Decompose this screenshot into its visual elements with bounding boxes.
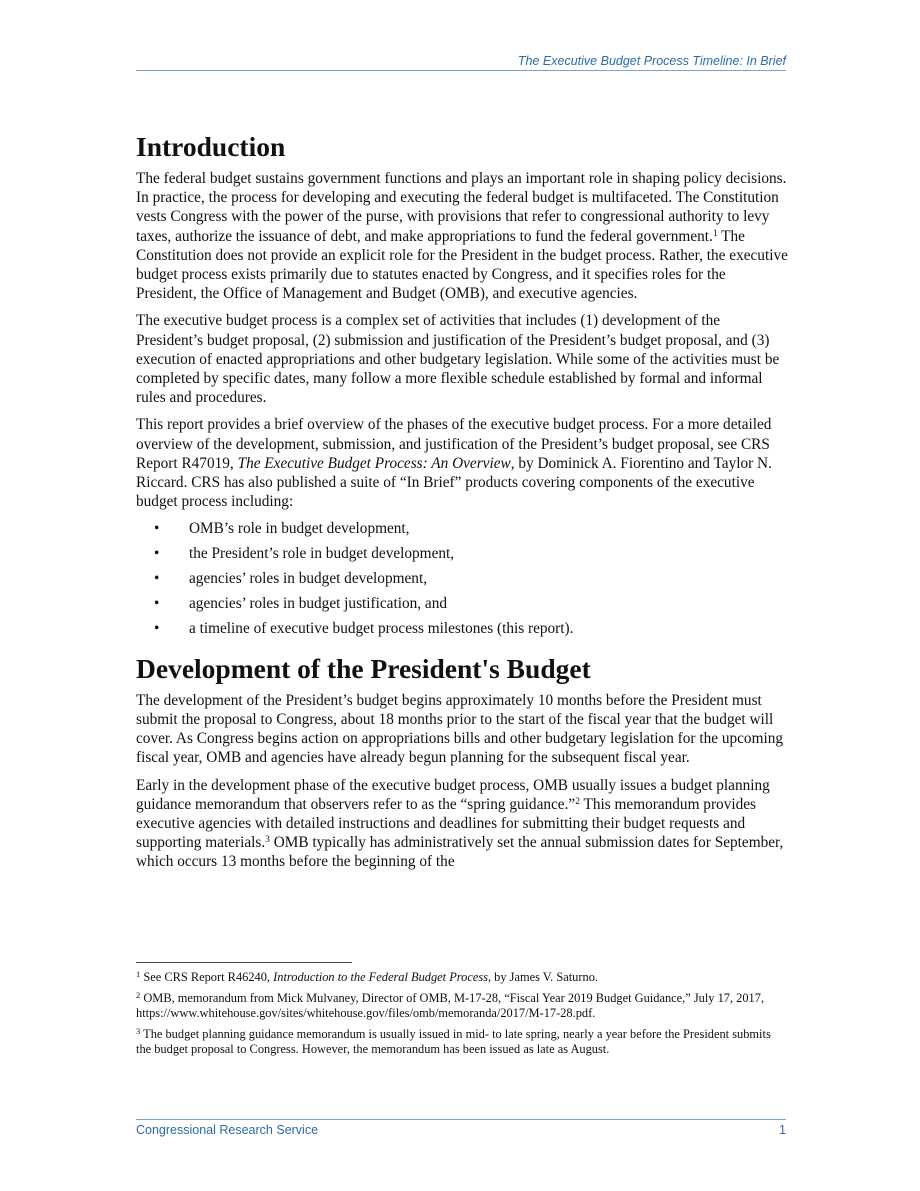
bullet-icon: • [154,594,160,612]
list-item [136,619,788,638]
footer-organization: Congressional Research Service [136,1123,319,1137]
bullet-icon: • [154,545,160,563]
footnote-text: , by James V. Saturno. [487,970,598,984]
dev-p2-text-c: OMB typically has administratively set the annual submission dates for September, which occurs 13 months before the beginning of the [136,834,784,871]
footnote-text: The budget planning guidance memorandum is usually issued in mid- to late spring, nearly a year before the President submits the budget proposal to Congress. However, the memorandum has been issued as late as August. [136,1026,771,1057]
in-brief-products-list [136,519,788,637]
footnote-number: 3 [136,1025,141,1036]
list-item-text: a timeline of executive budget process milestones (this report). [189,619,574,637]
footnote-2 [136,991,788,1022]
intro-paragraph-3 [136,415,788,511]
intro-p1-text-b: The Constitution does not provide an explicit role for the President in the budget process. Rather, the executive budget process exists primarily due to statutes enacted by Congress, and it specifies roles for the President, the Office of Management and Budget (OMB), and executive agencies. [136,227,788,303]
footnote-italic-title: Introduction to the Federal Budget Process [273,970,488,984]
footnote-text: OMB, memorandum from Mick Mulvaney, Director of OMB, M-17-28, “Fiscal Year 2019 Budget Guidance,” July 17, 2017, https://www.whitehouse.gov/sites/whitehouse.gov/files/omb/memoranda/2017/M-17-28.pdf. [136,990,765,1021]
footnote-ref-2[interactable]: 2 [575,796,580,807]
dev-p2-text-b: This memorandum provides executive agencies with detailed instructions and deadlines for submitting their budget requests and supporting materials. [136,795,756,852]
development-heading: Development of the President's Budget [136,652,591,684]
intro-p3-text-b: , by Dominick A. Fiorentino and Taylor N. Riccard. CRS has also published a suite of “In Brief” products covering components of the executive budget process including: [136,454,772,511]
main-content [136,130,788,880]
footnote-number: 2 [136,989,141,1000]
introduction-heading: Introduction [136,131,286,162]
list-item [136,519,788,538]
list-item-text: OMB’s role in budget development, [189,520,410,538]
list-item-text: the President’s role in budget development, [189,545,455,563]
running-header-title: The Executive Budget Process Timeline: In Brief [517,54,786,68]
page-number: 1 [779,1123,786,1137]
footnote-rule [136,962,352,963]
bullet-icon: • [154,619,160,637]
list-item-text: agencies’ roles in budget development, [189,570,428,588]
intro-p3-text-a: This report provides a brief overview of the phases of the executive budget process. For a more detailed overview of the development, submission, and justification of the President’s budget proposal, see CRS Report R47019, [136,416,772,472]
header-rule [136,70,786,71]
intro-paragraph-1 [136,169,788,303]
footnote-ref-1[interactable]: 1 [712,228,718,239]
intro-paragraph-2: The executive budget process is a complex set of activities that includes (1) development of the President’s budget proposal, (2) submission and justification of the President’s budget proposal, and (3) execution of enacted appropriations and other budgetary legislation. While some of the activities must be completed by specific dates, many follow a more flexible schedule established by formal and informal rules and procedures. [136,312,780,407]
intro-p1-text-a: The federal budget sustains government functions and plays an important role in shaping policy decisions. In practice, the process for developing and executing the federal budget is multifaceted. The Constitution vests Congress with the power of the purse, with provisions that refer to congressional authority to levy taxes, authorize the issuance of debt, and make appropriations to fund the federal government. [136,170,787,245]
footnote-ref-3[interactable]: 3 [265,835,270,846]
footnote-number: 1 [136,969,141,979]
list-item-text: agencies’ roles in budget justification, and [189,594,447,612]
footnote-1 [136,970,788,986]
list-item [136,569,788,588]
development-paragraph-1: The development of the President’s budget begins approximately 10 months before the President must submit the proposal to Congress, about 18 months prior to the start of the fiscal year that the budget will cover. As Congress begins action on appropriations bills and other budgetary legislation for the upcoming fiscal year, OMB and agencies have already begun planning for the subsequent fiscal year. [136,691,784,767]
bullet-icon: • [154,520,160,538]
dev-p2-text-a: Early in the development phase of the executive budget process, OMB usually issues a budget planning guidance memorandum that observers refer to as the “spring guidance.” [136,776,770,813]
footnote-text: See CRS Report R46240, [140,970,274,984]
footnotes [136,970,788,1063]
report-title-italic: The Executive Budget Process: An Overview [237,454,511,472]
footer-rule [136,1119,786,1120]
footnote-3 [136,1027,788,1058]
development-paragraph-2 [136,776,788,872]
list-item [136,594,788,613]
list-item [136,544,788,563]
bullet-icon: • [154,570,160,588]
